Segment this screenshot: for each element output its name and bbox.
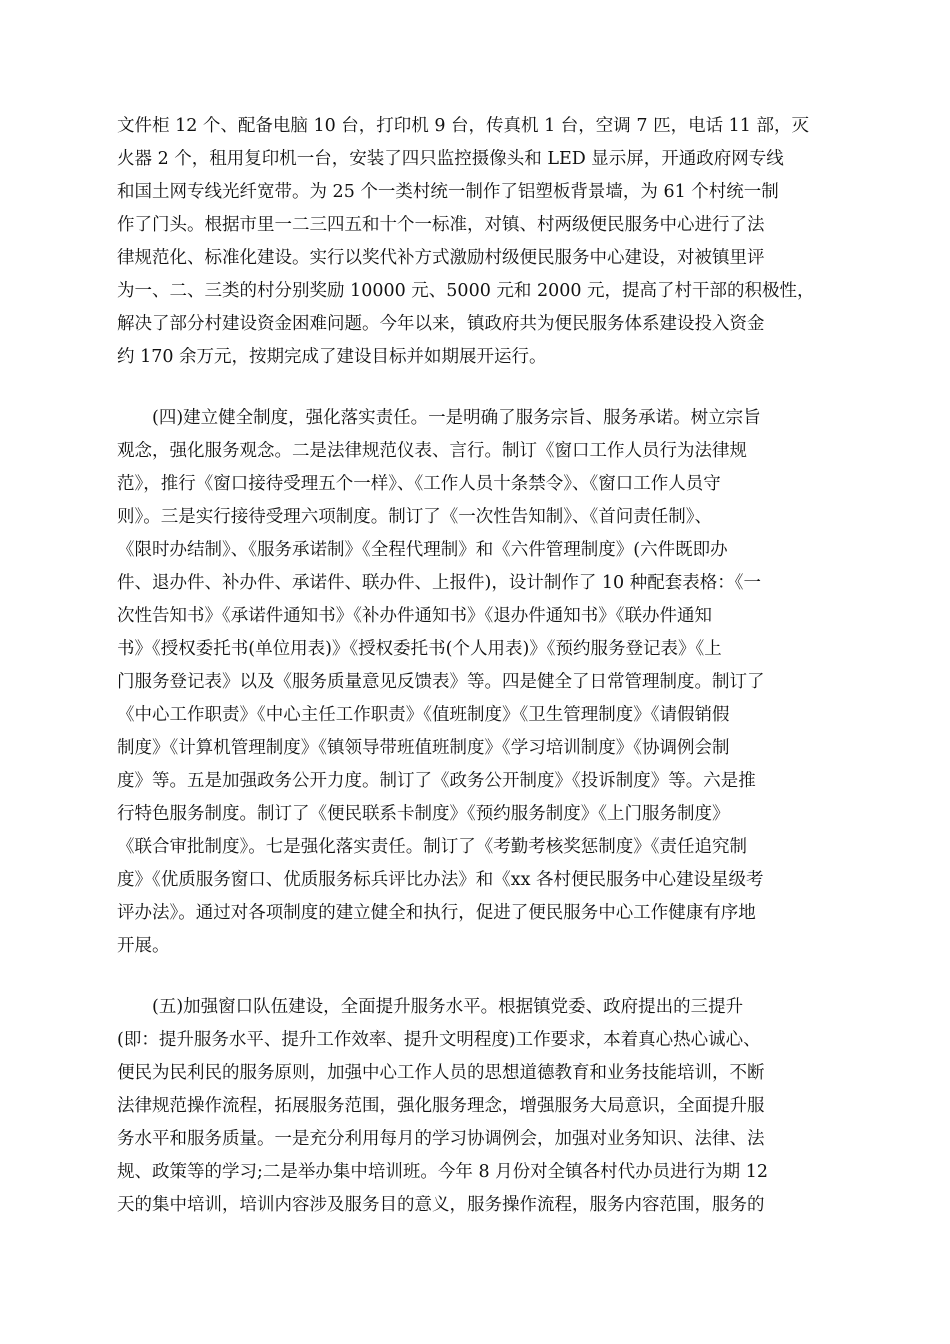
text-line: (即：提升服务水平、提升工作效率、提升文明程度)工作要求，本着真心热心诚心、 <box>117 1030 761 1050</box>
text-line: 范》，推行《窗口接待受理五个一样》、《工作人员十条禁令》、《窗口工作人员守 <box>117 474 721 494</box>
text-line: 门服务登记表》以及《服务质量意见反馈表》等。四是健全了日常管理制度。制订了 <box>117 672 765 692</box>
paragraph-section-5 <box>117 991 833 1222</box>
text-line: 行特色服务制度。制订了《便民联系卡制度》《预约服务制度》《上门服务制度》 <box>117 804 730 824</box>
text-line: 开展。 <box>117 936 170 956</box>
text-line: (五)加强窗口队伍建设，全面提升服务水平。根据镇党委、政府提出的三提升 <box>117 997 744 1017</box>
text-line: 《限时办结制》、《服务承诺制》《全程代理制》和《六件管理制度》(六件既即办 <box>117 540 728 560</box>
text-line: 便民为民利民的服务原则，加强中心工作人员的思想道德教育和业务技能培训，不断 <box>117 1063 765 1083</box>
text-line: 度》《优质服务窗口、优质服务标兵评比办法》和《xx 各村便民服务中心建设星级考 <box>117 870 764 890</box>
text-line: 为一、二、三类的村分别奖励 10000 元、5000 元和 2000 元，提高了村干部的积极性， <box>117 281 815 301</box>
text-line: 约 170 余万元，按期完成了建设目标并如期展开运行。 <box>117 347 547 367</box>
text-line: 文件柜 12 个、配备电脑 10 台，打印机 9 台，传真机 1 台，空调 7 匹，电话 11 部，灭 <box>117 116 809 136</box>
text-line: 则》。三是实行接待受理六项制度。制订了《一次性告知制》、《首问责任制》、 <box>117 507 712 527</box>
paragraph-facilities <box>117 110 833 374</box>
text-line: 规、政策等的学习;二是举办集中培训班。今年 8 月份对全镇各村代办员进行为期 12 <box>117 1162 768 1182</box>
document-body <box>117 110 833 1222</box>
text-line: 书》《授权委托书(单位用表)》《授权委托书(个人用表)》《预约服务登记表》《上 <box>117 639 722 659</box>
text-line: 天的集中培训，培训内容涉及服务目的意义，服务操作流程，服务内容范围，服务的 <box>117 1195 765 1215</box>
text-line: 律规范化、标准化建设。实行以奖代补方式激励村级便民服务中心建设，对被镇里评 <box>117 248 765 268</box>
text-line: 《联合审批制度》。七是强化落实责任。制订了《考勤考核奖惩制度》《责任追究制 <box>117 837 747 857</box>
text-line: 制度》《计算机管理制度》《镇领导带班值班制度》《学习培训制度》《协调例会制 <box>117 738 730 758</box>
paragraph-gap <box>117 374 833 402</box>
text-line: (四)建立健全制度，强化落实责任。一是明确了服务宗旨、服务承诺。树立宗旨 <box>117 408 761 428</box>
text-line: 《中心工作职责》《中心主任工作职责》《值班制度》《卫生管理制度》《请假销假 <box>117 705 730 725</box>
paragraph-section-4 <box>117 402 833 963</box>
text-line: 件、退办件、补办件、承诺件、联办件、上报件)，设计制作了 10 种配套表格：《一 <box>117 573 761 593</box>
text-line: 次性告知书》《承诺件通知书》《补办件通知书》《退办件通知书》《联办件通知 <box>117 606 712 626</box>
text-line: 务水平和服务质量。一是充分利用每月的学习协调例会，加强对业务知识、法律、法 <box>117 1129 765 1149</box>
text-line: 作了门头。根据市里一二三四五和十个一标准，对镇、村两级便民服务中心进行了法 <box>117 215 765 235</box>
text-line: 和国土网专线光纤宽带。为 25 个一类村统一制作了铝塑板背景墙，为 61 个村统一制 <box>117 182 779 202</box>
text-line: 度》等。五是加强政务公开力度。制订了《政务公开制度》《投诉制度》等。六是推 <box>117 771 756 791</box>
text-line: 解决了部分村建设资金困难问题。今年以来，镇政府共为便民服务体系建设投入资金 <box>117 314 765 334</box>
text-line: 观念，强化服务观念。二是法律规范仪表、言行。制订《窗口工作人员行为法律规 <box>117 441 747 461</box>
paragraph-gap <box>117 963 833 991</box>
text-line: 法律规范操作流程，拓展服务范围，强化服务理念，增强服务大局意识，全面提升服 <box>117 1096 765 1116</box>
text-line: 评办法》。通过对各项制度的建立健全和执行，促进了便民服务中心工作健康有序地 <box>117 903 756 923</box>
text-line: 火器 2 个，租用复印机一台，安装了四只监控摄像头和 LED 显示屏，开通政府网专线 <box>117 149 784 169</box>
